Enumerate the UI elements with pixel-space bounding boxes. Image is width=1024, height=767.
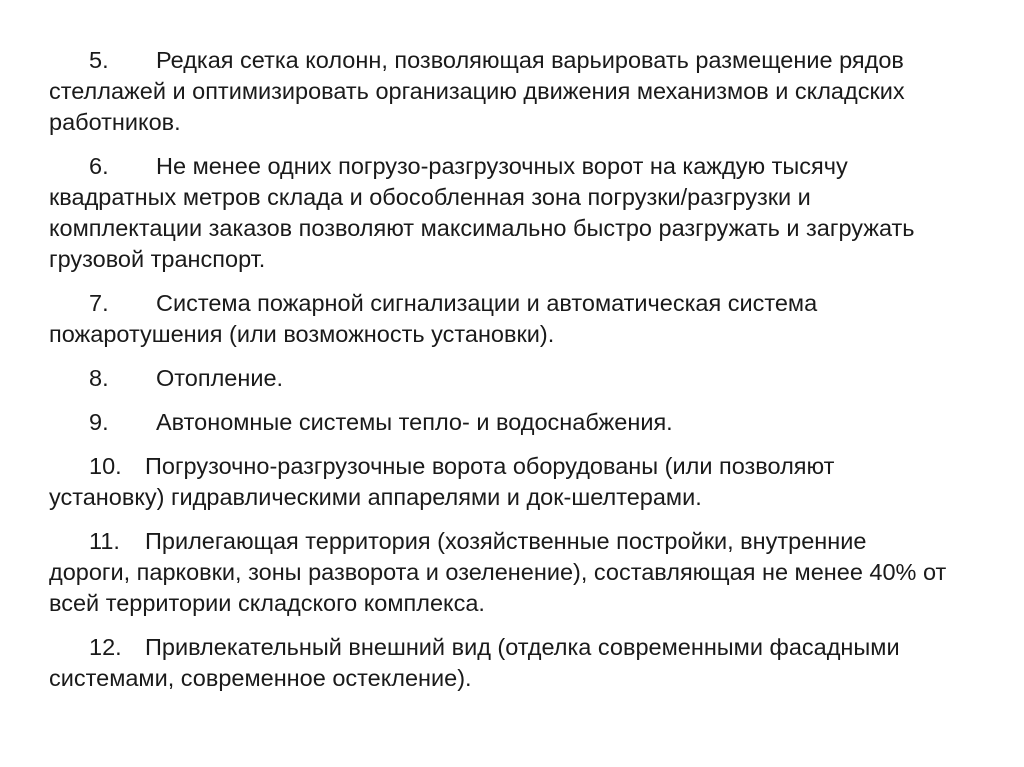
requirements-list — [49, 45, 954, 707]
item-text: Не менее одних погрузо-разгрузочных ворот на каждую тысячу квадратных метров склада и обособленная зона погрузки/разгрузки и комплектации заказов позволяют максимально быстро разгружать и загружать грузовой транспорт. — [49, 153, 915, 272]
list-item — [49, 288, 954, 350]
item-number: 6. — [89, 153, 109, 179]
item-text: Отопление. — [156, 365, 284, 391]
item-text: Система пожарной сигнализации и автоматическая система пожаротушения (или возможность установки). — [49, 290, 818, 347]
item-text: Погрузочно-разгрузочные ворота оборудованы (или позволяют установку) гидравлическими аппарелями и док-шелтерами. — [49, 453, 835, 510]
item-text: Привлекательный внешний вид (отделка современными фасадными системами, современное остекление). — [49, 634, 900, 691]
list-item — [49, 632, 954, 694]
item-text: Редкая сетка колонн, позволяющая варьировать размещение рядов стеллажей и оптимизировать организацию движения механизмов и складских работников. — [49, 47, 905, 135]
item-number: 8. — [89, 365, 109, 391]
item-text: Прилегающая территория (хозяйственные постройки, внутренние дороги, парковки, зоны разворота и озеленение), составляющая не менее 40% от всей территории складского комплекса. — [49, 528, 947, 616]
list-item — [49, 151, 954, 275]
item-text: Автономные системы тепло- и водоснабжения. — [156, 409, 673, 435]
list-item — [49, 526, 954, 619]
list-item — [49, 407, 954, 438]
item-number: 12. — [89, 634, 122, 660]
list-item — [49, 451, 954, 513]
item-number: 7. — [89, 290, 109, 316]
list-item — [49, 363, 954, 394]
item-number: 10. — [89, 453, 122, 479]
item-number: 9. — [89, 409, 109, 435]
item-number: 11. — [89, 528, 120, 554]
list-item — [49, 45, 954, 138]
item-number: 5. — [89, 47, 109, 73]
